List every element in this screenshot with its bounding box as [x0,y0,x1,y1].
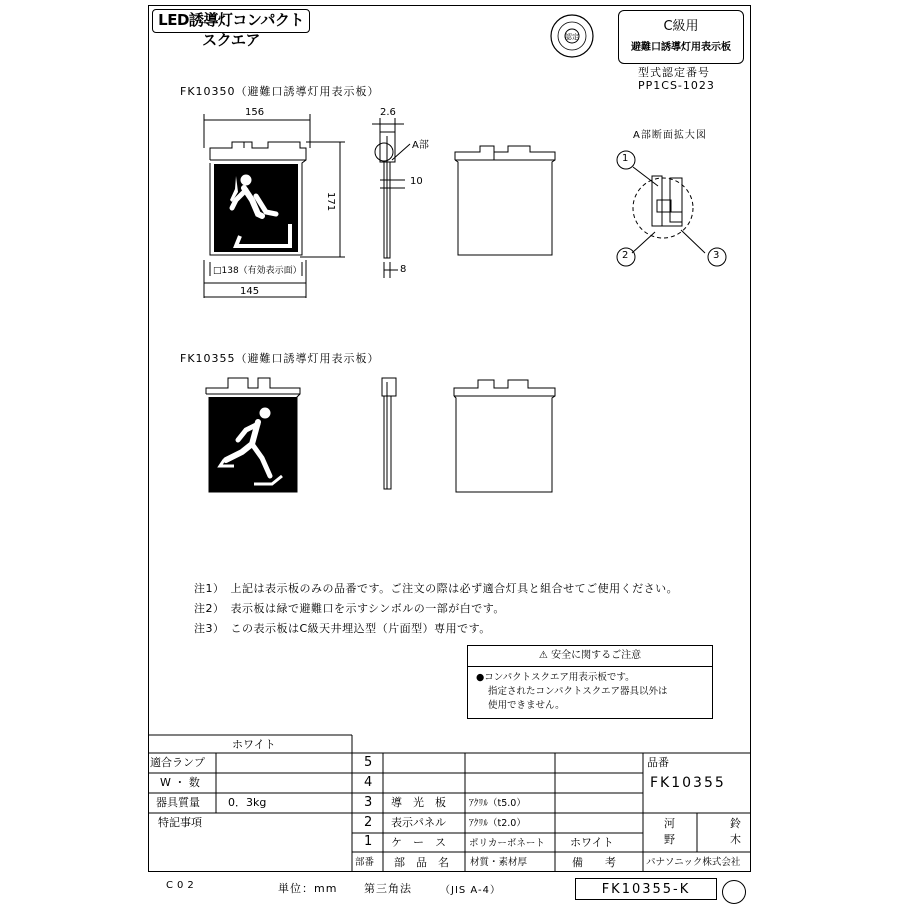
standard-label: （JIS A-4） [440,885,502,896]
dim-effective: □138（有効表示面） [213,266,302,276]
row1-note: ホワイト [570,836,614,849]
callout-2: 2 [622,250,629,261]
weight-value: 0．3kg [228,796,267,809]
projection-label: 第三角法 [364,882,412,895]
row1-name: ケ ー ス [391,836,446,849]
part-label: 品番 [647,756,669,769]
series-title: LED誘導灯コンパクトスクエア [152,9,310,33]
row3-material: ｱｸﾘﾙ（t5.0） [469,798,526,809]
row3-name: 導 光 板 [391,796,446,809]
cert-label: 型式認定番号 [638,66,710,79]
class-line2: 避難口誘導灯用表示板 [631,42,731,53]
class-line1: C級用 [663,19,699,34]
signature-circle [722,880,746,904]
row2-no: 2 [364,815,373,830]
sign-2: 鈴 [730,817,741,830]
safety-header-text: 安全に関するご注意 [551,650,642,661]
warning-icon: ⚠ [538,650,548,661]
dim-tab: 10 [410,176,423,187]
doc-number: FK10355-K [575,878,717,900]
note-2: 注2） 表示板は緑で避難口を示すシンボルの一部が白です。 [194,602,505,615]
safety-line2: 指定されたコンパクトスクエア器具以外は [488,686,668,697]
callout-3: 3 [713,250,720,261]
note-3: 注3） この表示板はC級天井埋込型（片面型）専用です。 [194,622,491,635]
row2-material: ｱｸﾘﾙ（t2.0） [469,818,526,829]
company-name: パナソニック株式会社 [646,857,741,868]
drawing1-label: FK10350（避難口誘導灯用表示板） [180,85,380,98]
lamp-label: 適合ランプ [150,756,205,769]
safety-line1: ●コンパクトスクエア用表示板です。 [476,672,635,683]
dim-width-top: 156 [245,107,265,118]
dim-height: 171 [325,192,336,212]
sign-4: 木 [730,833,741,846]
head-material: 材質・素材厚 [470,857,528,868]
row3-no: 3 [364,795,373,810]
detail-title: A部断面拡大図 [633,130,707,141]
drawing2-label: FK10355（避難口誘導灯用表示板） [180,352,380,365]
head-note: 備 考 [572,856,616,869]
row1-no: 1 [364,834,373,849]
dim-depth: 8 [400,264,407,275]
callout-1: 1 [622,153,629,164]
cert-number: PP1CS-1023 [638,79,715,92]
safety-line3: 使用できません。 [488,700,565,711]
revision: C02 [166,880,198,891]
head-no: 部番 [355,857,375,868]
head-name: 部 品 名 [394,856,449,869]
row2-name: 表示パネル [391,816,446,829]
special-label: 特記事項 [158,816,202,829]
dim-detail-ref: A部 [412,140,429,151]
row1-material: ポリカーボネート [469,838,545,849]
dim-thickness: 2.6 [380,107,396,118]
color-cell: ホワイト [232,738,276,751]
unit-label: 単位：mm [278,882,338,895]
sign-1: 河 [664,817,675,830]
row5-no: 5 [364,755,373,770]
note-1: 注1） 上記は表示板のみの品番です。ご注文の際は必ず適合灯具と組合せてご使用ください。 [194,582,679,595]
watt-label: W ・ 数 [160,776,200,789]
part-value: FK10355 [650,775,726,791]
sign-3: 野 [664,833,675,846]
stamp-text: 認定 [565,33,579,41]
dim-width-bottom: 145 [240,286,260,297]
weight-label: 器具質量 [156,796,200,809]
row4-no: 4 [364,775,373,790]
